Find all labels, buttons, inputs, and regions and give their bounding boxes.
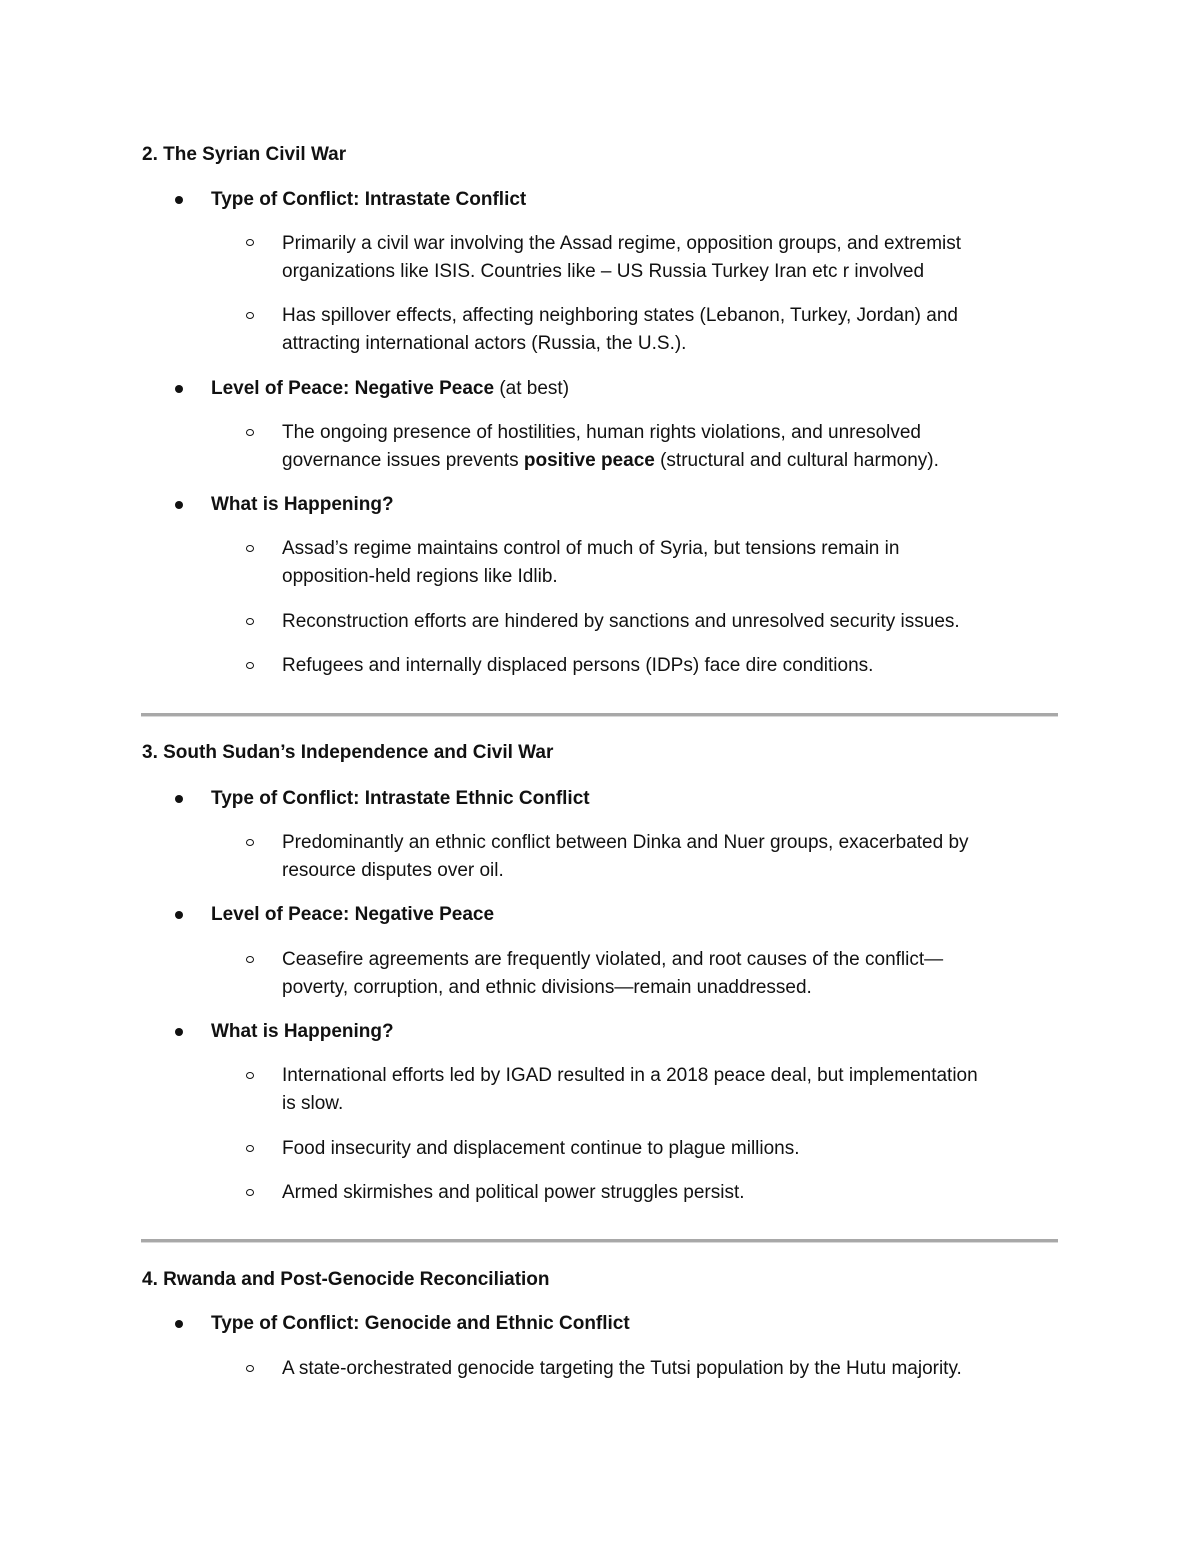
happening-label: What is Happening?: [211, 494, 394, 515]
sub-item-text: International efforts led by IGAD resulted in a 2018 peace deal, but implementation: [282, 1065, 978, 1086]
bullet-dot: [175, 501, 183, 509]
horizontal-divider: [141, 1239, 1058, 1243]
emphasis-text: positive peace: [523, 450, 655, 471]
sub-item-text: Ceasefire agreements are frequently violated, and root causes of the conflict—: [282, 949, 944, 970]
sub-bullet-marker: [246, 839, 254, 846]
bullet-dot: [175, 1320, 183, 1328]
sub-bullet-marker: [246, 1145, 254, 1152]
conflict-type-label: Type of Conflict: Intrastate Ethnic Conflict: [211, 788, 590, 809]
sub-bullet-marker: [246, 239, 254, 246]
sub-item-text: is slow.: [282, 1093, 344, 1114]
bullet-dot: [175, 795, 183, 803]
bullet-dot: [175, 1028, 183, 1036]
sub-item-text: Primarily a civil war involving the Assad regime, opposition groups, and extremist: [282, 233, 962, 254]
sub-item-text: opposition-held regions like Idlib.: [282, 566, 558, 587]
sub-bullet-marker: [246, 1189, 254, 1196]
sub-bullet-marker: [246, 545, 254, 552]
sub-item-text: Food insecurity and displacement continue to plague millions.: [282, 1138, 800, 1159]
sub-item-text: poverty, corruption, and ethnic divisions—remain unaddressed.: [282, 977, 812, 998]
sub-item-text: governance issues prevents positive peace (structural and cultural harmony).: [282, 450, 939, 471]
sub-bullet-marker: [246, 1365, 254, 1372]
sub-item-text: Reconstruction efforts are hindered by sanctions and unresolved security issues.: [282, 611, 960, 632]
conflict-type-label: Type of Conflict: Genocide and Ethnic Conflict: [211, 1313, 630, 1334]
sub-item-text: A state-orchestrated genocide targeting the Tutsi population by the Hutu majority.: [282, 1358, 962, 1379]
section-heading-rwanda: 4. Rwanda and Post-Genocide Reconciliation: [142, 1269, 550, 1290]
sub-item-text: Assad’s regime maintains control of much of Syria, but tensions remain in: [282, 538, 900, 559]
section-heading-south-sudan: 3. South Sudan’s Independence and Civil War: [142, 742, 554, 763]
bullet-dot: [175, 196, 183, 204]
sub-bullet-marker: [246, 429, 254, 436]
sub-item-text: The ongoing presence of hostilities, human rights violations, and unresolved: [282, 422, 921, 443]
sub-bullet-marker: [246, 1072, 254, 1079]
sub-bullet-marker: [246, 312, 254, 319]
conflict-type-label: Type of Conflict: Intrastate Conflict: [211, 189, 527, 210]
sub-item-text: Predominantly an ethnic conflict between Dinka and Nuer groups, exacerbated by: [282, 832, 969, 853]
sub-item-text: Armed skirmishes and political power struggles persist.: [282, 1182, 745, 1203]
peace-level-label: Level of Peace: Negative Peace: [211, 904, 495, 925]
sub-item-text: Refugees and internally displaced persons (IDPs) face dire conditions.: [282, 655, 874, 676]
bullet-dot: [175, 385, 183, 393]
peace-level-label: Level of Peace: Negative Peace (at best): [211, 378, 570, 399]
sub-item-text: attracting international actors (Russia, the U.S.).: [282, 333, 687, 354]
sub-item-text: Has spillover effects, affecting neighboring states (Lebanon, Turkey, Jordan) and: [282, 305, 958, 326]
bullet-dot: [175, 911, 183, 919]
sub-bullet-marker: [246, 956, 254, 963]
horizontal-divider: [141, 713, 1058, 717]
sub-bullet-marker: [246, 662, 254, 669]
section-heading-syria: 2. The Syrian Civil War: [142, 144, 347, 165]
sub-item-text: organizations like ISIS. Countries like – US Russia Turkey Iran etc r involved: [282, 261, 925, 282]
sub-bullet-marker: [246, 618, 254, 625]
sub-item-text: resource disputes over oil.: [282, 860, 504, 881]
happening-label: What is Happening?: [211, 1021, 394, 1042]
